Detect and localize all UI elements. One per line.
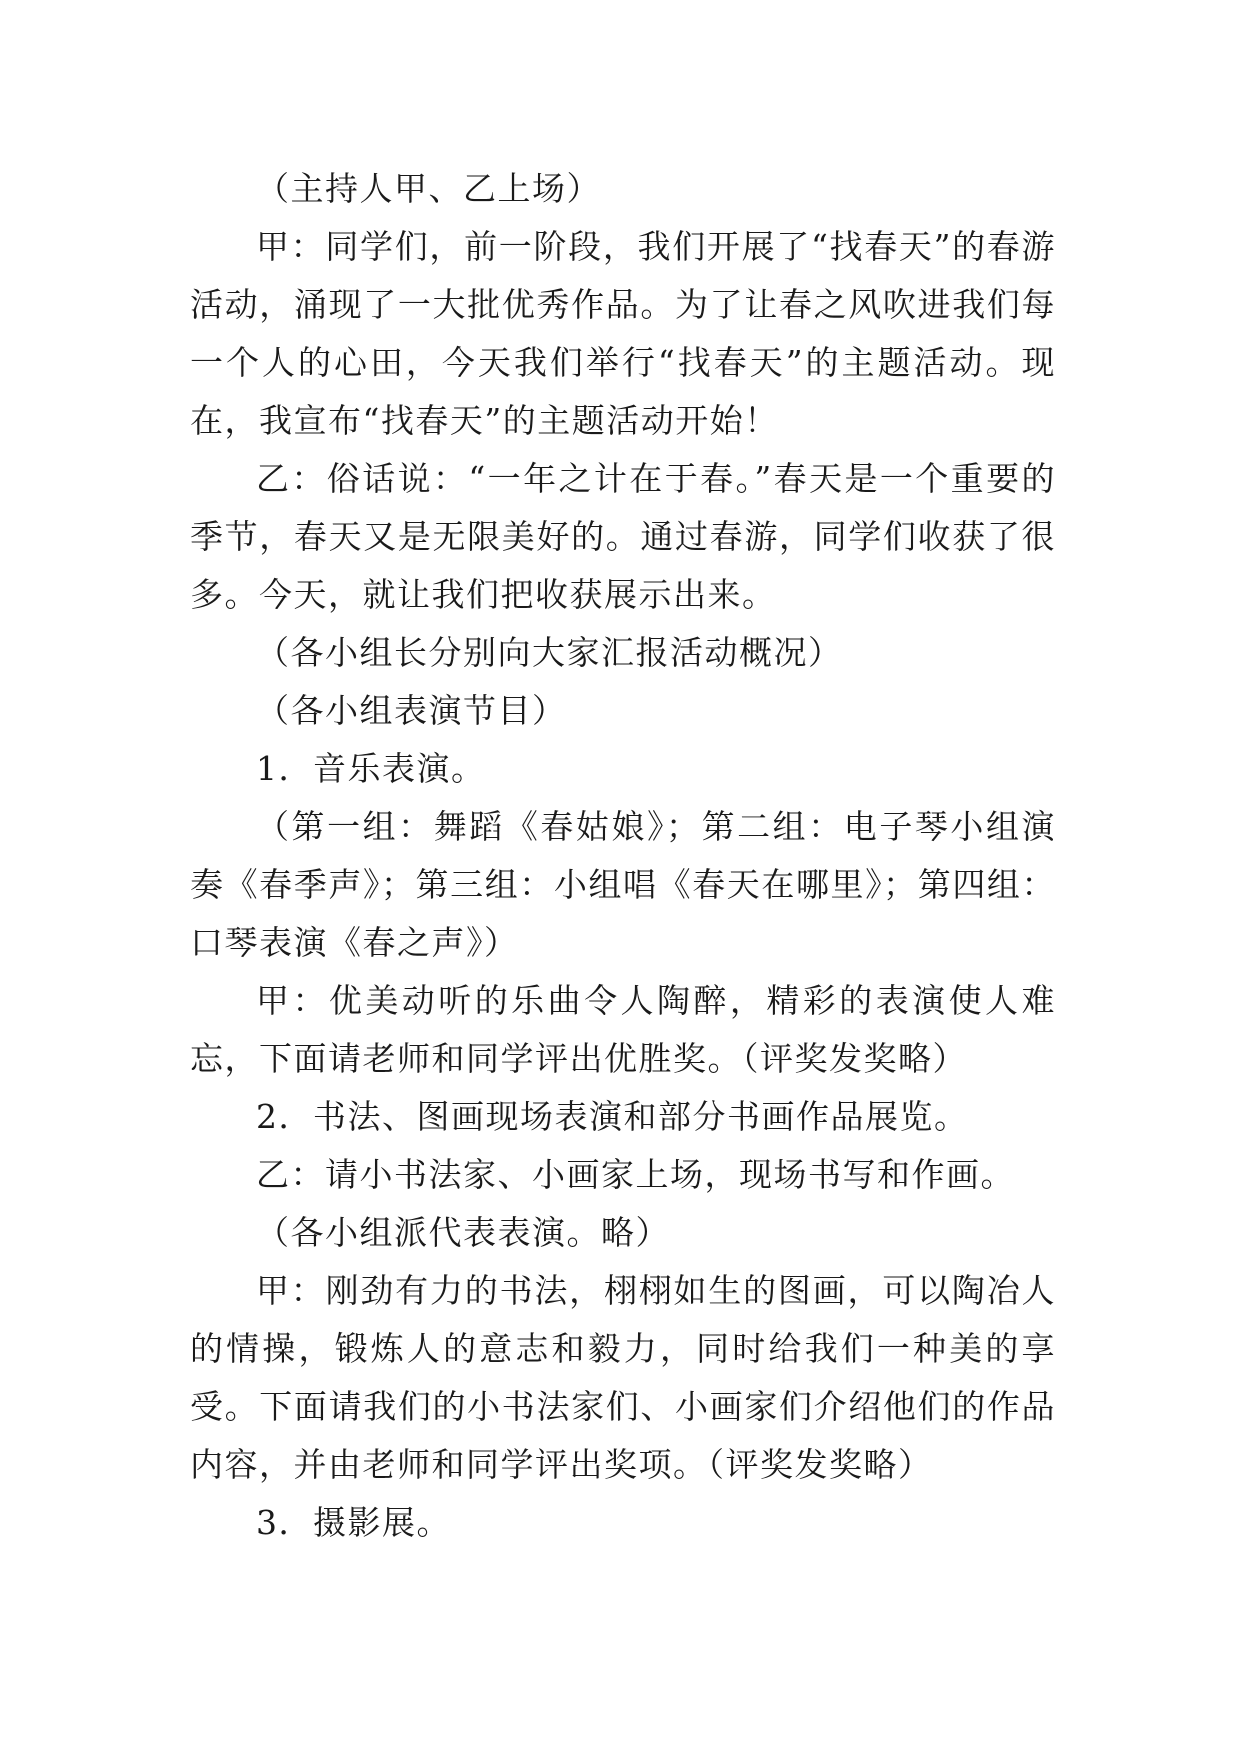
paragraph-host-b-opening: 乙：俗话说：“一年之计在于春。”春天是一个重要的季节，春天又是无限美好的。通过春游，同学们收获了很多。今天，就让我们把收获展示出来。 [190,459,1056,614]
paragraph-item-music: 1．音乐表演。 [256,749,486,788]
paragraph-host-a-calligraphy-award: 甲：刚劲有力的书法，栩栩如生的图画，可以陶冶人的情操，锻炼人的意志和毅力，同时给我们一种美的享受。下面请我们的小书法家们、小画家们介绍他们的作品内容，并由老师和同学评出奖项。（评奖发奖略） [190,1271,1056,1484]
paragraph-group-report: （各小组长分别向大家汇报活动概况） [256,633,843,672]
paragraph-host-a-opening: 甲：同学们，前一阶段，我们开展了“找春天”的春游活动，涌现了一大批优秀作品。为了让春之风吹进我们每一个人的心田，今天我们举行“找春天”的主题活动。现在，我宣布“找春天”的主题活动开始！ [190,227,1056,440]
paragraph-calligraphy-performance: （各小组派代表表演。略） [256,1213,670,1252]
paragraph-music-programme: （第一组：舞蹈《春姑娘》；第二组：电子琴小组演奏《春季声》；第三组：小组唱《春天在哪里》；第四组：口琴表演《春之声》） [190,807,1056,962]
paragraph-item-calligraphy: 2．书法、图画现场表演和部分书画作品展览。 [256,1097,969,1136]
paragraph-item-photography: 3．摄影展。 [256,1503,451,1542]
document-body [190,160,1056,1552]
paragraph-host-b-calligraphy: 乙：请小书法家、小画家上场，现场书写和作画。 [256,1155,1015,1194]
paragraph-host-entrance: （主持人甲、乙上场） [256,169,601,208]
paragraph-host-a-music-award: 甲：优美动听的乐曲令人陶醉，精彩的表演使人难忘，下面请老师和同学评出优胜奖。（评奖发奖略） [190,981,1056,1078]
paragraph-group-performance: （各小组表演节目） [256,691,567,730]
